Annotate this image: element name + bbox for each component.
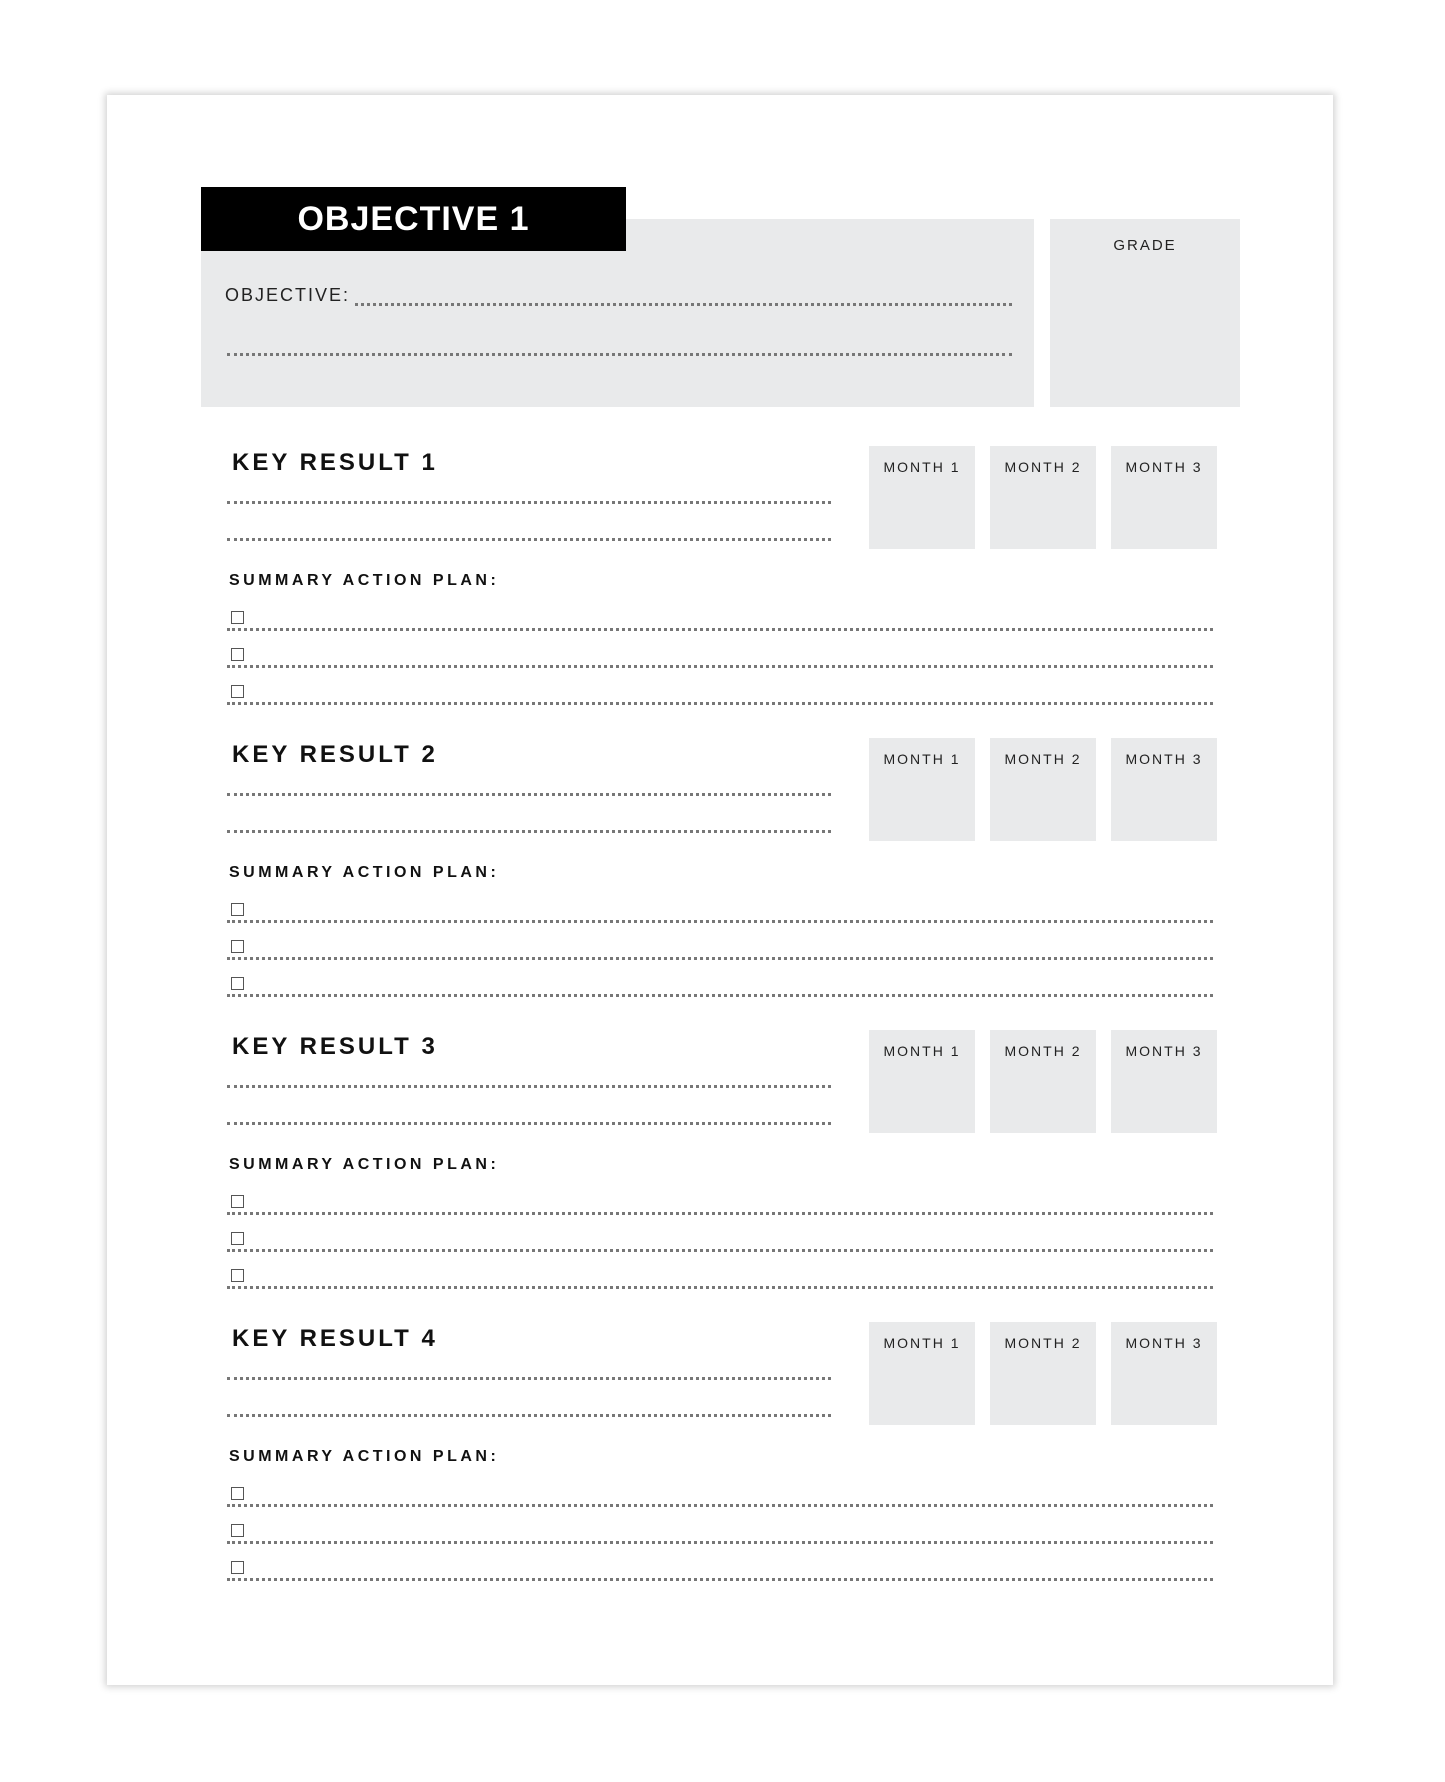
key-result-title: KEY RESULT 4 (232, 1325, 438, 1352)
month-label: MONTH 1 (883, 1043, 961, 1059)
month-2-box[interactable] (990, 446, 1096, 549)
key-result-line[interactable] (227, 538, 831, 541)
month-3-box[interactable] (1111, 446, 1217, 549)
action-checkbox[interactable] (231, 977, 244, 990)
month-label: MONTH 2 (1004, 1043, 1082, 1059)
action-line[interactable] (227, 1249, 1213, 1252)
month-1-box[interactable] (869, 1030, 975, 1133)
key-result-title: KEY RESULT 3 (232, 1033, 438, 1060)
month-label: MONTH 2 (1004, 751, 1082, 767)
key-result-title: KEY RESULT 2 (232, 741, 438, 768)
month-label: MONTH 3 (1125, 1335, 1203, 1351)
summary-action-plan-label: SUMMARY ACTION PLAN: (229, 1156, 500, 1173)
month-2-box[interactable] (990, 738, 1096, 841)
month-label: MONTH 3 (1125, 1043, 1203, 1059)
month-1-box[interactable] (869, 1322, 975, 1425)
action-line[interactable] (227, 1541, 1213, 1544)
key-result-title: KEY RESULT 1 (232, 449, 438, 476)
objective-line-1[interactable] (355, 303, 1012, 306)
key-result-line[interactable] (227, 1122, 831, 1125)
objective-label: OBJECTIVE: (225, 285, 351, 305)
action-checkbox[interactable] (231, 1195, 244, 1208)
month-label: MONTH 3 (1125, 459, 1203, 475)
month-label: MONTH 2 (1004, 459, 1082, 475)
action-line[interactable] (227, 628, 1213, 631)
action-checkbox[interactable] (231, 611, 244, 624)
key-result-4 (107, 1322, 1333, 1614)
key-result-line[interactable] (227, 1414, 831, 1417)
grade-box[interactable] (1050, 219, 1240, 407)
summary-action-plan-label: SUMMARY ACTION PLAN: (229, 572, 500, 589)
action-line[interactable] (227, 702, 1213, 705)
action-line[interactable] (227, 920, 1213, 923)
planner-sheet (107, 95, 1333, 1685)
month-label: MONTH 1 (883, 1335, 961, 1351)
grade-label: GRADE (1113, 237, 1177, 254)
action-line[interactable] (227, 994, 1213, 997)
key-result-line[interactable] (227, 1377, 831, 1380)
action-checkbox[interactable] (231, 1487, 244, 1500)
month-label: MONTH 3 (1125, 751, 1203, 767)
key-result-line[interactable] (227, 1085, 831, 1088)
summary-action-plan-label: SUMMARY ACTION PLAN: (229, 864, 500, 881)
action-checkbox[interactable] (231, 940, 244, 953)
action-checkbox[interactable] (231, 1232, 244, 1245)
objective-title: OBJECTIVE 1 (201, 187, 626, 251)
summary-action-plan-label: SUMMARY ACTION PLAN: (229, 1448, 500, 1465)
month-label: MONTH 1 (883, 459, 961, 475)
key-result-3 (107, 1030, 1333, 1322)
key-result-line[interactable] (227, 830, 831, 833)
month-2-box[interactable] (990, 1030, 1096, 1133)
action-line[interactable] (227, 1578, 1213, 1581)
action-checkbox[interactable] (231, 1524, 244, 1537)
action-checkbox[interactable] (231, 903, 244, 916)
key-result-line[interactable] (227, 501, 831, 504)
month-3-box[interactable] (1111, 738, 1217, 841)
month-1-box[interactable] (869, 738, 975, 841)
month-3-box[interactable] (1111, 1030, 1217, 1133)
action-line[interactable] (227, 1504, 1213, 1507)
key-result-1 (107, 446, 1333, 738)
action-line[interactable] (227, 665, 1213, 668)
month-2-box[interactable] (990, 1322, 1096, 1425)
month-label: MONTH 1 (883, 751, 961, 767)
month-label: MONTH 2 (1004, 1335, 1082, 1351)
action-checkbox[interactable] (231, 1269, 244, 1282)
action-checkbox[interactable] (231, 1561, 244, 1574)
action-line[interactable] (227, 957, 1213, 960)
action-line[interactable] (227, 1212, 1213, 1215)
action-checkbox[interactable] (231, 648, 244, 661)
month-1-box[interactable] (869, 446, 975, 549)
objective-line-2[interactable] (227, 353, 1012, 356)
action-line[interactable] (227, 1286, 1213, 1289)
key-result-2 (107, 738, 1333, 1030)
month-3-box[interactable] (1111, 1322, 1217, 1425)
action-checkbox[interactable] (231, 685, 244, 698)
key-result-line[interactable] (227, 793, 831, 796)
